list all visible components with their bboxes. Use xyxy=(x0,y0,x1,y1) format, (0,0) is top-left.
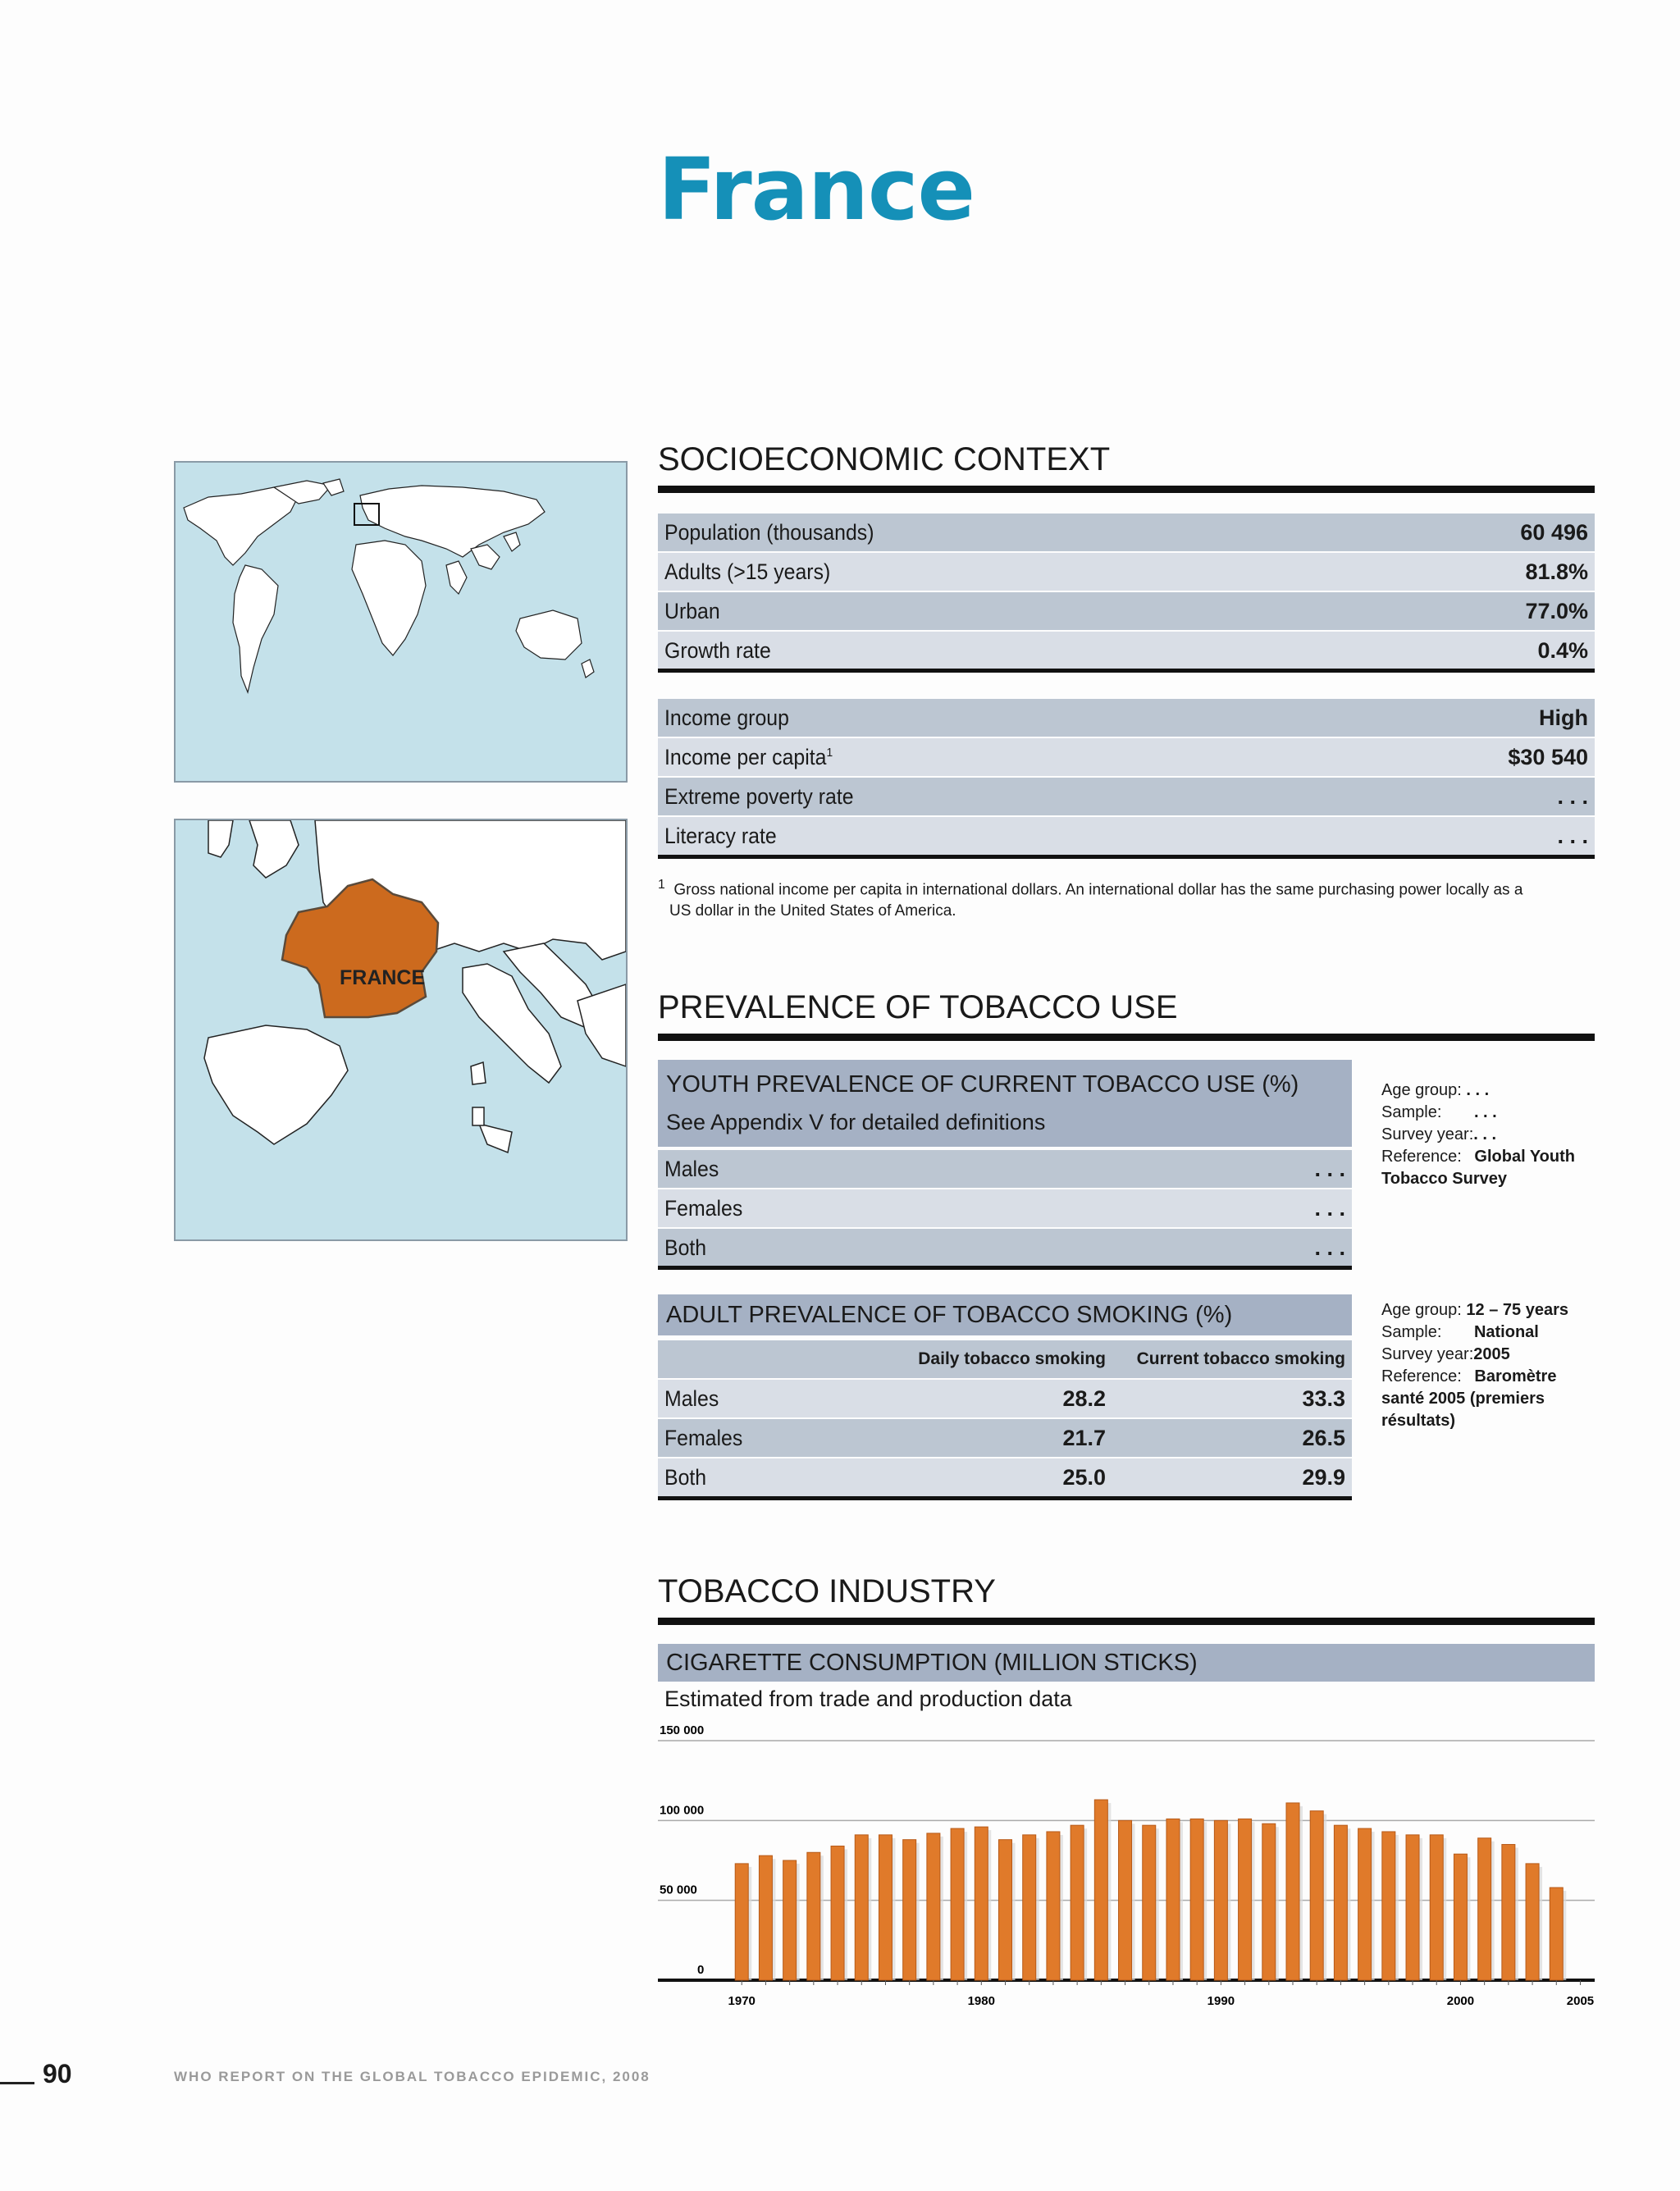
page-number: 90 xyxy=(43,2059,72,2088)
adult-col-current: Current tobacco smoking xyxy=(1136,1349,1345,1368)
regional-map-svg xyxy=(176,820,626,1239)
bar xyxy=(1478,1838,1491,1980)
youth-row-label xyxy=(664,1235,706,1261)
socio-footnote xyxy=(658,874,1595,922)
adult-row-daily: 21.7 xyxy=(1062,1425,1106,1450)
adult-row-label xyxy=(664,1465,706,1490)
x-tick-label: 2000 xyxy=(1446,1994,1475,2008)
youth-ref1: Global Youth xyxy=(1474,1148,1575,1166)
adult-row-value: 26.5 xyxy=(1302,1425,1345,1450)
adult-meta xyxy=(1381,1299,1595,1432)
youth-row-label xyxy=(664,1157,719,1182)
bar xyxy=(1047,1832,1060,1980)
france-shape xyxy=(282,879,438,1017)
regional-map xyxy=(174,819,628,1241)
socio-row-label-text: Urban xyxy=(664,598,720,623)
youth-row-label-text: Females xyxy=(664,1195,743,1221)
adult-row-value: 29.9 xyxy=(1302,1464,1345,1490)
socio-row-value: 77.0% xyxy=(1525,598,1588,623)
bar xyxy=(1143,1825,1156,1980)
youth-ref2: Tobacco Survey xyxy=(1381,1170,1508,1188)
chart-sub: Estimated from trade and production data xyxy=(664,1687,1072,1711)
adult-col-daily: Daily tobacco smoking xyxy=(918,1349,1106,1368)
socio-row-value: $30 540 xyxy=(1508,744,1588,769)
adult-age: 12 – 75 years xyxy=(1466,1301,1568,1319)
bar xyxy=(927,1833,940,1980)
socio-row xyxy=(658,738,1595,776)
socio-table2-rule xyxy=(658,855,1595,859)
footer-text: WHO REPORT ON THE GLOBAL TOBACCO EPIDEMIC, 2008 xyxy=(174,2069,651,2084)
footnote-line2: US dollar in the United States of America. xyxy=(669,902,956,920)
adult-ref2: santé 2005 (premiers xyxy=(1381,1390,1545,1408)
socio-row-label xyxy=(664,520,874,545)
adult-year: 2005 xyxy=(1473,1345,1510,1363)
adult-year-label: Survey year: xyxy=(1381,1345,1474,1363)
socio-heading-rule xyxy=(658,486,1595,493)
socio-row xyxy=(658,553,1595,591)
socio-row-value: High xyxy=(1539,705,1588,730)
x-tick-label: 1990 xyxy=(1207,1994,1235,2008)
bar xyxy=(1430,1835,1443,1980)
footnote-mark: 1 xyxy=(658,878,665,892)
youth-row xyxy=(658,1229,1352,1267)
youth-row-label-text: Males xyxy=(664,1156,719,1181)
bar xyxy=(903,1840,916,1980)
bar xyxy=(951,1828,964,1980)
socio-row xyxy=(658,699,1595,737)
socio-row xyxy=(658,778,1595,815)
bar xyxy=(735,1864,748,1980)
youth-age: . . . xyxy=(1466,1081,1490,1099)
youth-head-title: YOUTH PREVALENCE OF CURRENT TOBACCO USE (%) xyxy=(666,1071,1299,1098)
bar xyxy=(975,1827,988,1980)
socio-table1-rule xyxy=(658,669,1595,673)
youth-row xyxy=(658,1150,1352,1188)
bar xyxy=(1358,1828,1372,1980)
socio-row-value: 60 496 xyxy=(1520,519,1588,545)
chart-head: CIGARETTE CONSUMPTION (MILLION STICKS) xyxy=(658,1644,1595,1682)
bar xyxy=(1166,1819,1180,1980)
youth-head-sub: See Appendix V for detailed definitions xyxy=(666,1110,1046,1134)
youth-table-rule xyxy=(658,1266,1352,1270)
adult-ref-label: Reference: xyxy=(1381,1367,1462,1385)
adult-ref1: Baromètre xyxy=(1474,1367,1557,1385)
socio-row-label-text: Extreme poverty rate xyxy=(664,783,854,809)
youth-meta xyxy=(1381,1080,1595,1190)
bar xyxy=(1119,1820,1132,1980)
x-tick-label: 1970 xyxy=(728,1994,756,2008)
youth-age-label: Age group: xyxy=(1381,1081,1462,1099)
y-tick-label: 100 000 xyxy=(660,1803,705,1818)
youth-sample-label: Sample: xyxy=(1381,1103,1442,1121)
youth-year-label: Survey year: xyxy=(1381,1125,1474,1143)
youth-year: . . . xyxy=(1473,1125,1497,1143)
bar xyxy=(1214,1820,1227,1980)
adult-ref3: résultats) xyxy=(1381,1412,1456,1430)
bar xyxy=(807,1852,820,1980)
adult-row-label xyxy=(664,1386,719,1412)
bar xyxy=(1502,1845,1515,1980)
socio-row-label-text: Income group xyxy=(664,705,789,730)
x-tick-label: 1980 xyxy=(967,1994,995,2008)
bar xyxy=(1286,1803,1299,1980)
youth-ref-label: Reference: xyxy=(1381,1148,1462,1166)
adult-row-daily: 28.2 xyxy=(1062,1385,1106,1411)
socio-row-label xyxy=(664,599,720,624)
world-map xyxy=(174,461,628,783)
socio-row-sup: 1 xyxy=(826,745,833,760)
industry-heading-rule xyxy=(658,1618,1595,1625)
bar xyxy=(855,1835,868,1980)
bar xyxy=(879,1835,892,1980)
socio-row xyxy=(658,514,1595,551)
socio-row-label xyxy=(664,824,777,849)
youth-row xyxy=(658,1189,1352,1227)
adult-row xyxy=(658,1419,1352,1457)
socio-row-value: 81.8% xyxy=(1525,559,1588,584)
socio-row-label-text: Population (thousands) xyxy=(664,519,874,545)
bar xyxy=(999,1840,1012,1980)
socio-row-label-text: Growth rate xyxy=(664,637,771,663)
socio-row xyxy=(658,817,1595,855)
socio-row-label xyxy=(664,784,854,810)
socio-row-label xyxy=(664,705,789,731)
bar xyxy=(831,1846,844,1980)
cigarette-consumption-chart xyxy=(655,1716,1598,2028)
socio-row-label xyxy=(664,745,833,770)
socio-row-value: . . . xyxy=(1557,823,1588,848)
socio-row xyxy=(658,632,1595,669)
socio-row-label xyxy=(664,638,771,664)
adult-col-headers xyxy=(658,1340,1352,1378)
bar xyxy=(1454,1854,1467,1980)
socio-row-label-text: Adults (>15 years) xyxy=(664,559,831,584)
youth-sample: . . . xyxy=(1473,1103,1497,1121)
y-tick-label: 0 xyxy=(697,1963,705,1977)
y-tick-label: 50 000 xyxy=(660,1883,697,1897)
adult-row-label-text: Males xyxy=(664,1385,719,1411)
y-tick-label: 150 000 xyxy=(660,1723,705,1737)
adult-sample-label: Sample: xyxy=(1381,1323,1442,1341)
adult-row xyxy=(658,1380,1352,1417)
adult-row xyxy=(658,1458,1352,1496)
bar xyxy=(1526,1864,1539,1980)
industry-heading: TOBACCO INDUSTRY xyxy=(658,1573,996,1609)
adult-row-label-text: Both xyxy=(664,1464,707,1490)
youth-row-label-text: Both xyxy=(664,1235,707,1260)
adult-row-daily: 25.0 xyxy=(1062,1464,1106,1490)
footnote-line1: Gross national income per capita in international dollars. An international dollar has the same purchasing power locally as a xyxy=(673,881,1523,899)
socio-row-value: 0.4% xyxy=(1537,637,1588,663)
adult-row-value: 33.3 xyxy=(1302,1385,1345,1411)
youth-row-value: . . . xyxy=(1314,1195,1345,1221)
bar xyxy=(759,1856,772,1980)
adult-row-label-text: Females xyxy=(664,1425,743,1450)
x-tick-label: 2005 xyxy=(1566,1994,1595,2008)
socio-row-label xyxy=(664,559,830,585)
adult-row-label xyxy=(664,1426,742,1451)
bar xyxy=(1094,1800,1107,1980)
youth-row-label xyxy=(664,1196,742,1221)
bar xyxy=(1262,1824,1276,1980)
page-title: France xyxy=(658,139,975,240)
youth-row-value: . . . xyxy=(1314,1156,1345,1181)
bar xyxy=(1334,1825,1347,1980)
bar xyxy=(1382,1832,1395,1980)
youth-row-value: . . . xyxy=(1314,1235,1345,1260)
prevalence-heading-rule xyxy=(658,1034,1595,1041)
world-map-svg xyxy=(176,463,626,781)
bar xyxy=(1071,1825,1084,1980)
socio-row-value: . . . xyxy=(1557,783,1588,809)
socio-row-label-text: Income per capita xyxy=(664,744,827,769)
youth-table-head xyxy=(658,1060,1352,1147)
socio-heading: SOCIOECONOMIC CONTEXT xyxy=(658,441,1111,477)
prevalence-heading: PREVALENCE OF TOBACCO USE xyxy=(658,989,1178,1025)
footer-rule xyxy=(0,2082,34,2084)
bar xyxy=(1310,1811,1323,1980)
bar xyxy=(783,1860,797,1980)
adult-sample: National xyxy=(1473,1323,1539,1341)
bar xyxy=(1550,1887,1563,1980)
socio-row-label-text: Literacy rate xyxy=(664,823,777,848)
bar xyxy=(1190,1819,1203,1980)
socio-row xyxy=(658,592,1595,630)
adult-age-label: Age group: xyxy=(1381,1301,1462,1319)
france-map-label: FRANCE xyxy=(340,966,426,989)
adult-table-head: ADULT PREVALENCE OF TOBACCO SMOKING (%) xyxy=(658,1294,1352,1335)
bar xyxy=(1406,1835,1419,1980)
bar xyxy=(1239,1819,1252,1980)
adult-table-rule xyxy=(658,1496,1352,1500)
bar xyxy=(1023,1835,1036,1980)
